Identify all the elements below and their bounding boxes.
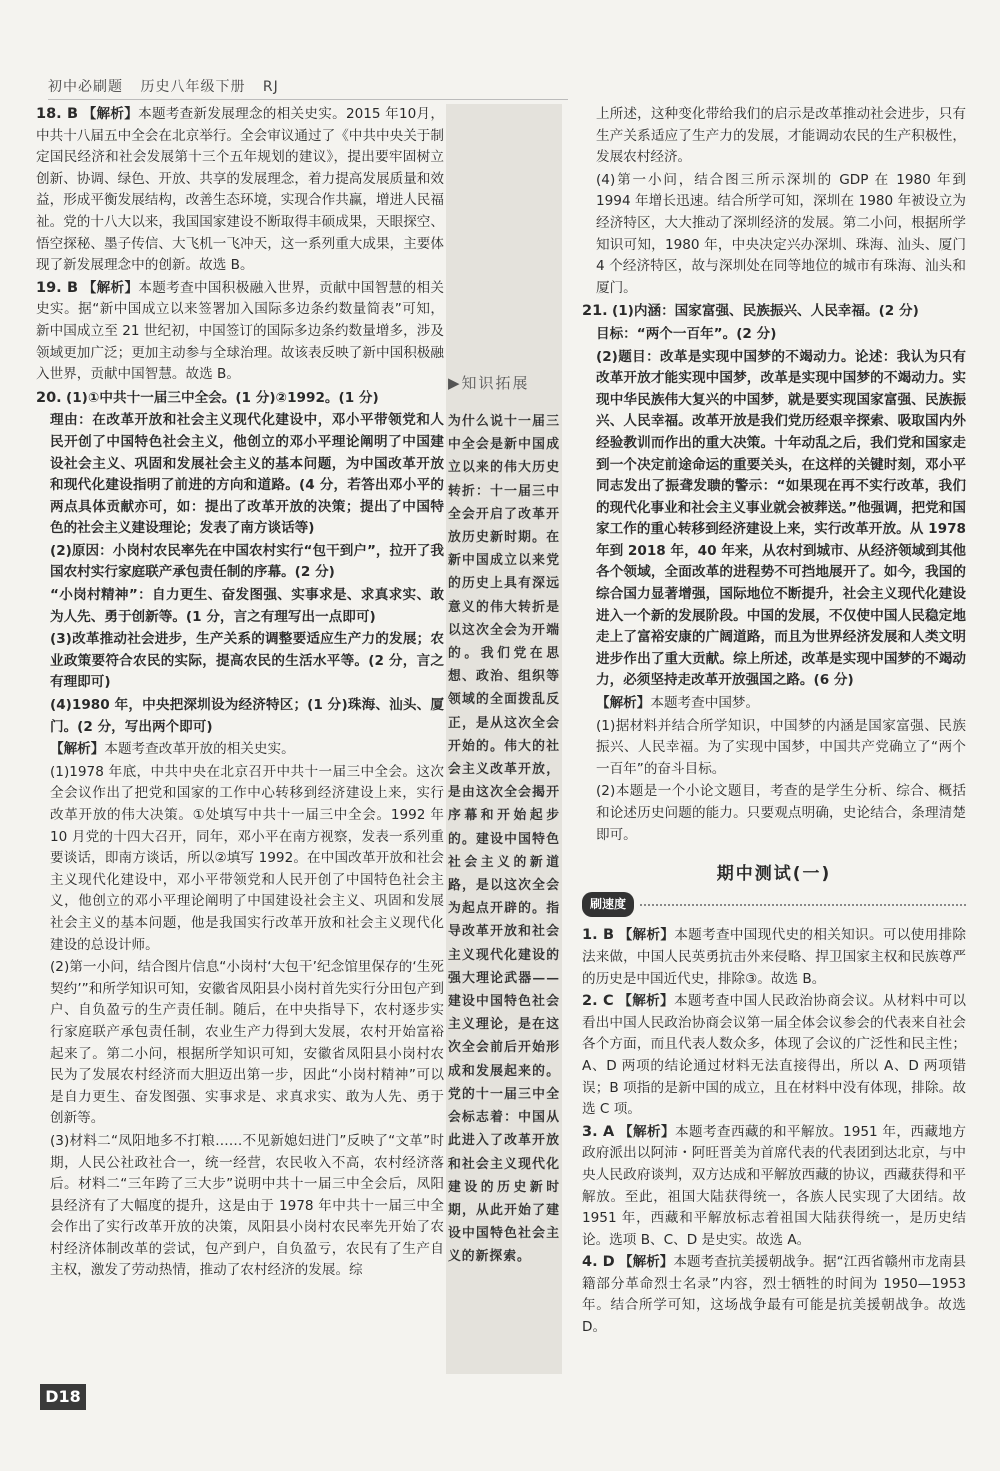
- subject-name: 历史八年级下册: [140, 79, 246, 95]
- edition-label: RJ: [262, 79, 279, 95]
- knowledge-extension-title: ▶知识拓展: [448, 374, 530, 392]
- answer-20-continued: 上所述，这种变化带给我们的启示是改革推动社会进步，只有生产关系适应了生产力的发展，才能调动农民的生产积极性，发展农村经济。: [596, 106, 966, 166]
- midterm-answer-1: 1. B 【解析】本题考查中国现代史的相关知识。可以使用排除法来做，中国人民英勇抗击外来侵略、捍卫国家主权和民族尊严的历史是中国近代史，排除③。故选 B。: [582, 927, 966, 987]
- midterm-answer-2: 2. C 【解析】本题考查中国人民政治协商会议。从材料中可以看出中国人民政治协商会议第一届全体会议参会的代表来自社会各个方面，而且代表人数众多，体现了会议的广泛性和民主性；A、D 两项的结论通过材料无法直接得出，所以 A、D 两项错误；B 项指的是新中国的成立，且在材料中没有体现，排除。故选 C 项。: [582, 993, 966, 1118]
- speed-badge: 刷速度: [582, 892, 634, 918]
- answer-21: 21. (1)内涵：国家富强、民族振兴、人民幸福。(2 分) 目标：“两个一百年”。(2 分) (2)题目：改革是实现中国梦的不竭动力。论述：我认为只有改革开放才能实现中国梦，改革是实现中国梦的不竭动力。实现中华民族伟大复兴的中国梦，就是要实现国家富强、民族振兴、人民幸福。改革开放是我们党历经艰辛探索、吸取国内外经验教训而作出的重大决策。十年动乱之后，我们党和国家走到一个决定前途命运的重要关头，在这样的关键时刻，邓小平同志发出了振聋发聩的警示：“如果现在再不实行改革，我们的现代化事业和社会主义事业就会被葬送。”他强调，把党和国家工作的重心转移到经济建设上来，实行改革开放。从 1978 年到 2018 年，40 年来，从农村到城市、从经济领域到其他各个领域，全面改革的进程势不可挡地展开了。如今，我国的综合国力显著增强，国际地位不断提升，社会主义现代化建设进入一个新的发展阶段。中国的发展，不仅使中国人民稳定地走上了富裕安康的广阔道路，而且为世界经济发展和人类文明进步作出了重大贡献。综上所述，改革是实现中国梦的不竭动力，必须坚持走改革开放强国之路。(6 分) 【解析】本题考查中国梦。 (1)据材料并结合所学知识，中国梦的内涵是国家富强、民族振兴、人民幸福。为了实现中国梦，中国共产党确立了“两个一百年”的奋斗目标。 (2)本题是一个小论文题目，考查的是学生分析、综合、概括和论述历史问题的能力。只要观点明确，史论结合，条理清楚即可。: [582, 303, 967, 843]
- knowledge-extension-box: [448, 410, 560, 1370]
- speed-banner: [582, 892, 966, 918]
- knowledge-extension-text: 为什么说十一届三中全会是新中国成立以来的伟大历史转折：十一届三中全会开启了改革开放历史新时期。在新中国成立以来党的历史上具有深远意义的伟大转折是以这次全会为开端的。我们党在思想、政治、组织等领域的全面拨乱反正，是从这次全会开始的。伟大的社会主义改革开放，是由这次全会揭开序幕和开始起步的。建设中国特色社会主义的新道路，是以这次全会为起点开辟的。指导改革开放和社会主义现代化建设的强大理论武器——建设中国特色社会主义理论，是在这次全会前后开始形成和发展起来的。党的十一届三中全会标志着：中国从此进入了改革开放和社会主义现代化建设的历史新时期，从此开始了建设中国特色社会主义的新探索。: [448, 414, 560, 1265]
- right-column: [582, 104, 966, 1394]
- series-name: 初中必刷题: [48, 79, 123, 95]
- answer-20: 20. (1)①中共十一届三中全会。(1 分)②1992。(1 分) 理由：在改革开放和社会主义现代化建设中，邓小平带领党和人民开创了中国特色社会主义，他创立的邓小平理论阐明了中国建设社会主义、巩固和发展社会主义的基本问题，为中国改革开放和现代化建设指明了前进的方向和道路。(4 分，若答出邓小平的两点具体贡献亦可，如：提出了改革开放的决策；提出了中国特色的社会主义建设理论；发表了南方谈话等) (2)原因：小岗村农民率先在中国农村实行“包干到户”，拉开了我国农村实行家庭联产承包责任制的序幕。(2 分) “小岗村精神”：自力更生、奋发图强、实事求是、求真求实、敢为人先、勇于创新等。(1 分，言之有理写出一点即可) (3)改革推动社会进步，生产关系的调整要适应生产力的发展；农业政策要符合农民的实际，提高农民的生活水平等。(2 分，言之有理即可) (4)1980 年，中央把深圳设为经济特区；(1 分)珠海、汕头、厦门。(2 分，写出两个即可) 【解析】本题考查改革开放的相关史实。 (1)1978 年底，中共中央在北京召开中共十一届三中全会。这次全会议作出了把党和国家的工作中心转移到经济建设上来，实行改革开放的伟大决策。①处填写中共十一届三中全会。1992 年 10 月党的十四大召开，同年，邓小平在南方视察，发表一系列重要谈话，即南方谈话，所以②填写 1992。在中国改革开放和社会主义现代化建设中，邓小平带领党和人民开创了中国特色社会主义，他创立的邓小平理论阐明了中国建设社会主义、巩固和发展社会主义的基本问题，他是我国实行改革开放和社会主义现代化建设的总设计师。 (2)第一小问，结合图片信息“小岗村‘大包干’纪念馆里保存的‘生死契约’”和所学知识可知，安徽省凤阳县小岗村首先实行分田包产到户、自负盈亏的生产责任制。随后，在中央指导下，农村逐步实行家庭联产承包责任制，农业生产力得到大发展，农村开始富裕起来了。第二小问，根据所学知识可知，安徽省凤阳县小岗村农民为了发展农村经济而大胆迈出第一步，因此“小岗村精神”可以是自力更生、奋发图强、实事求是、求真求实、敢为人先、勇于创新等。 (3)材料二“凤阳地多不打粮……不见新媳妇进门”反映了“文革”时期，人民公社政社合一，统一经营，农民收入不高，农村经济落后。材料二“三年跨了三大步”说明中共十一届三中全会后，凤阳县经济有了大幅度的提升，这是由于 1978 年中共十一届三中全会作出了实行改革开放的决策，凤阳县小岗村农民率先开始了农村经济体制改革的尝试，包产到户，自负盈亏，农民有了生产自主权，激发了劳动热情，推动了农村经济的发展。综: [36, 389, 444, 1279]
- page-number: D18: [40, 1384, 86, 1410]
- answer-18: 18. B 【解析】本题考查新发展理念的相关史实。2015 年10月，中共十八届五中全会在北京举行。全会审议通过了《中共中央关于制定国民经济和社会发展第十三个五年规划的建议》，提出要牢固树立创新、协调、绿色、开放、共享的发展理念，着力提高发展质量和效益，形成平衡发展结构，改善生态环境，实现合作共赢，增进人民福祉。党的十八大以来，我国国家建设不断取得丰硕成果，天眼探空、悟空探秘、墨子传信、大飞机一飞冲天，这一系列重大成果，主要体现了新发展理念中的创新。故选 B。: [36, 106, 445, 274]
- dotted-divider: [640, 904, 966, 906]
- midterm-answer-4: 4. D 【解析】本题考查抗美援朝战争。据“江西省赣州市龙南县籍部分革命烈士名录”内容，烈士牺牲的时间为 1950—1953 年。结合所学可知，这场战争最有可能是抗美援朝战争。故选 D。: [582, 1254, 966, 1336]
- section-title: 期中测试(一): [716, 864, 832, 885]
- answer-19: 19. B 【解析】本题考查中国积极融入世界，贡献中国智慧的相关史实。据“新中国成立以来签署加入国际多边条约数量简表”可知，新中国成立至 21 世纪初，中国签订的国际多边条约数量增多，涉及领域更加广泛；更加主动参与全球治理。故该表反映了新中国积极融入世界，贡献中国智慧。故选 B。: [36, 279, 444, 383]
- midterm-answer-3: 3. A 【解析】本题考查西藏的和平解放。1951 年，西藏地方政府派出以阿沛・阿旺晋美为首席代表的代表团到达北京，与中央人民政府谈判，双方达成和平解放西藏的协议，西藏获得和平解放。至此，祖国大陆获得统一，各族人民实现了大团结。故 1951 年，西藏和平解放标志着祖国大陆获得统一，是历史结论。选项 B、C、D 是史实。故选 A。: [582, 1123, 966, 1248]
- answer-20-part4: (4)第一小问，结合图三所示深圳的 GDP 在 1980 年到 1994 年增长迅速。结合所学可知，深圳在 1980 年被设立为经济特区，大大推动了深圳经济的发展。第二小问，根据所学知识可知，1980 年，中央决定兴办深圳、珠海、汕头、厦门 4 个经济特区，故与深圳处在同等地位的城市有珠海、汕头和厦门。: [596, 171, 966, 296]
- page-header: [48, 76, 568, 100]
- left-column: [36, 104, 444, 1374]
